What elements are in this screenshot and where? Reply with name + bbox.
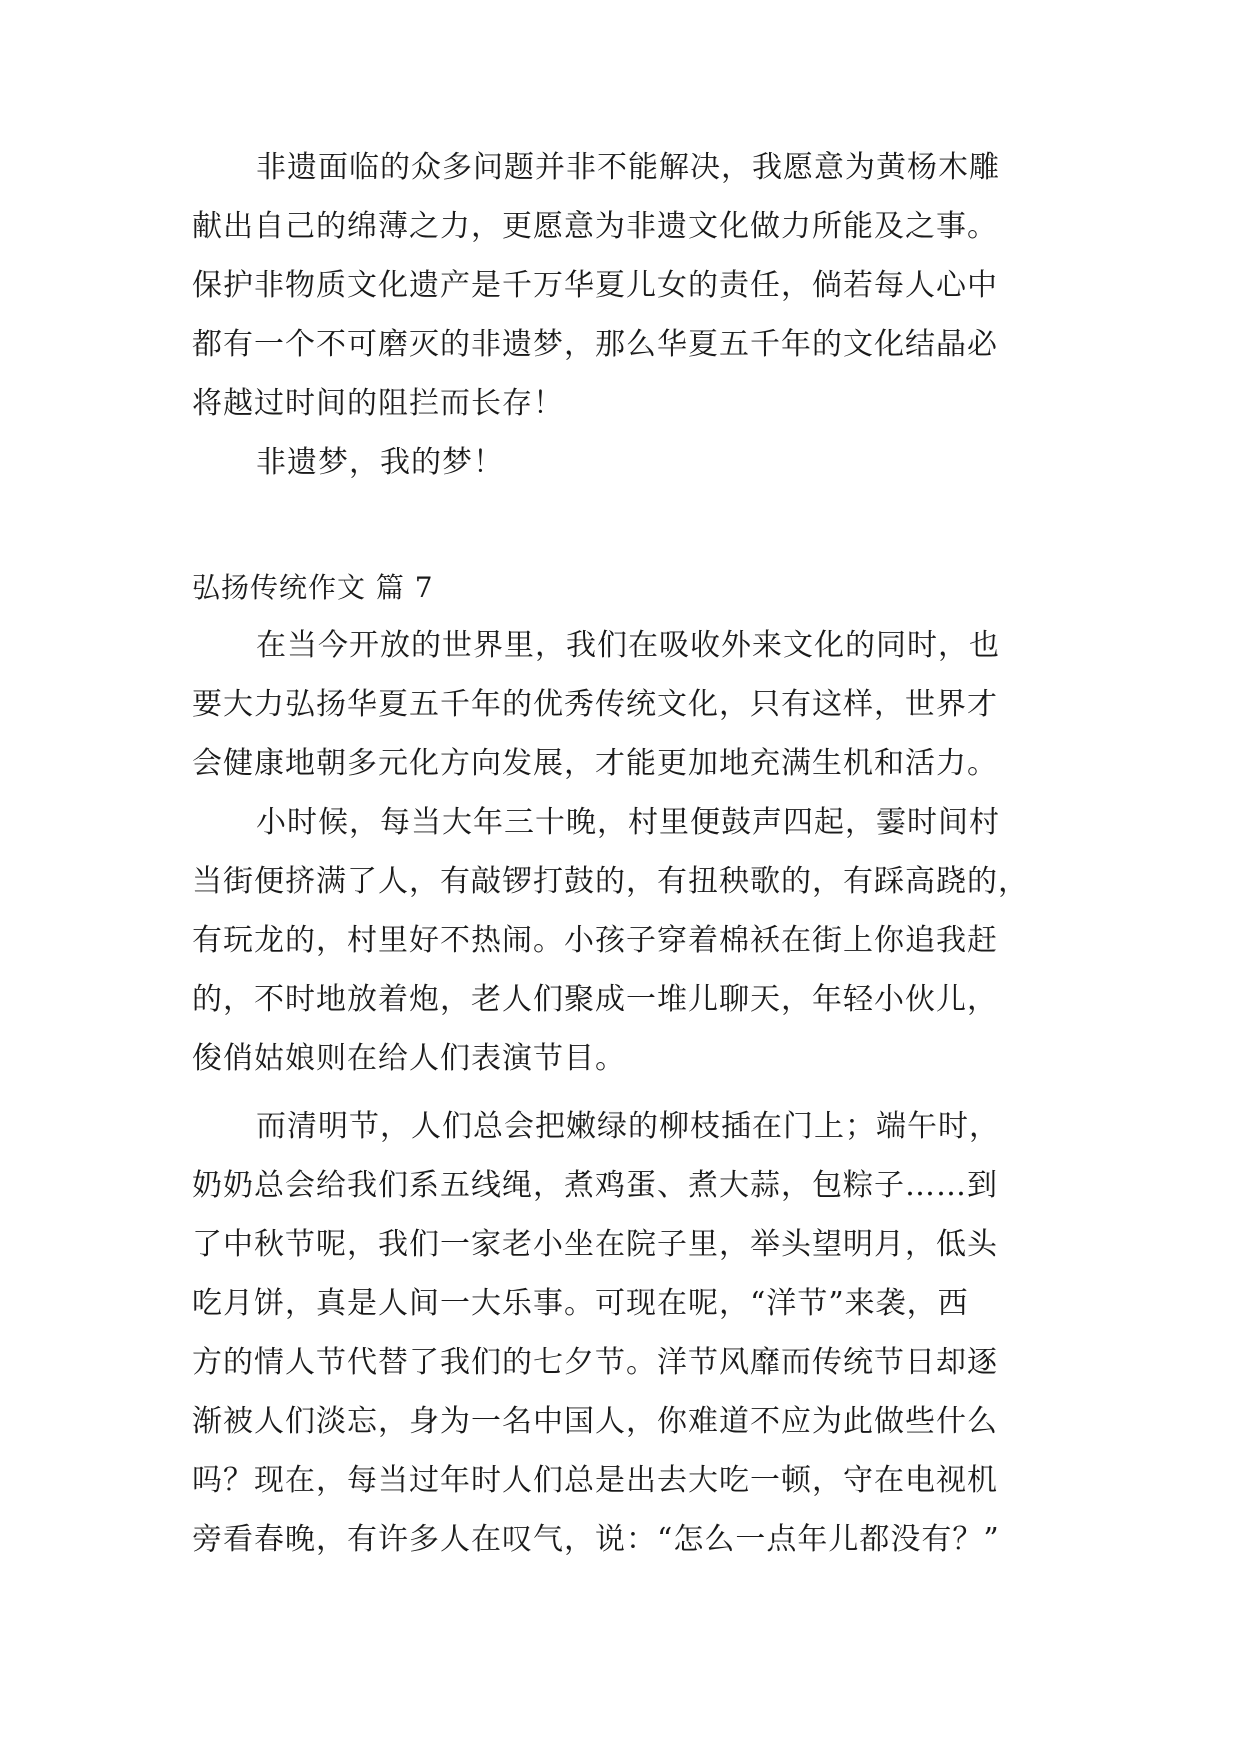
paragraph-line: 非遗梦，我的梦！ — [256, 445, 504, 480]
paragraph-line: 献出自己的绵薄之力，更愿意为非遗文化做力所能及之事。 — [192, 209, 998, 244]
paragraph-line: 要大力弘扬华夏五千年的优秀传统文化，只有这样，世界才 — [192, 687, 998, 722]
paragraph-line: 方的情人节代替了我们的七夕节。洋节风靡而传统节日却逐 — [192, 1345, 998, 1380]
paragraph-line: 在当今开放的世界里，我们在吸收外来文化的同时，也 — [256, 628, 1000, 663]
paragraph-line: 渐被人们淡忘，身为一名中国人，你难道不应为此做些什么 — [192, 1404, 998, 1439]
paragraph-line: 将越过时间的阻拦而长存！ — [192, 386, 564, 421]
paragraph-line: 旁看春晚，有许多人在叹气，说：“怎么一点年儿都没有？” — [192, 1522, 1000, 1557]
paragraph-line: 奶奶总会给我们系五线绳，煮鸡蛋、煮大蒜，包粽子……到 — [192, 1168, 998, 1203]
paragraph-line: 的，不时地放着炮，老人们聚成一堆儿聊天，年轻小伙儿， — [192, 982, 998, 1017]
paragraph-line: 都有一个不可磨灭的非遗梦，那么华夏五千年的文化结晶必 — [192, 327, 998, 362]
paragraph-line: 有玩龙的，村里好不热闹。小孩子穿着棉袄在街上你追我赶 — [192, 923, 998, 958]
paragraph-line: 会健康地朝多元化方向发展，才能更加地充满生机和活力。 — [192, 746, 998, 781]
paragraph-line: 当街便挤满了人，有敲锣打鼓的，有扭秧歌的，有踩高跷的， — [192, 864, 1029, 899]
paragraph-line: 吃月饼，真是人间一大乐事。可现在呢，“洋节”来袭，西 — [192, 1286, 969, 1321]
paragraph-line: 小时候，每当大年三十晚，村里便鼓声四起，霎时间村 — [256, 805, 1000, 840]
paragraph-line: 俊俏姑娘则在给人们表演节目。 — [192, 1041, 626, 1076]
paragraph-line: 了中秋节呢，我们一家老小坐在院子里，举头望明月，低头 — [192, 1227, 998, 1262]
paragraph-line: 非遗面临的众多问题并非不能解决，我愿意为黄杨木雕 — [256, 150, 1000, 185]
paragraph-line: 保护非物质文化遗产是千万华夏儿女的责任，倘若每人心中 — [192, 268, 998, 303]
section-title: 弘扬传统作文 篇 7 — [192, 571, 434, 604]
paragraph-line: 吗？现在，每当过年时人们总是出去大吃一顿，守在电视机 — [192, 1463, 998, 1498]
paragraph-line: 而清明节，人们总会把嫩绿的柳枝插在门上；端午时， — [256, 1109, 1000, 1144]
